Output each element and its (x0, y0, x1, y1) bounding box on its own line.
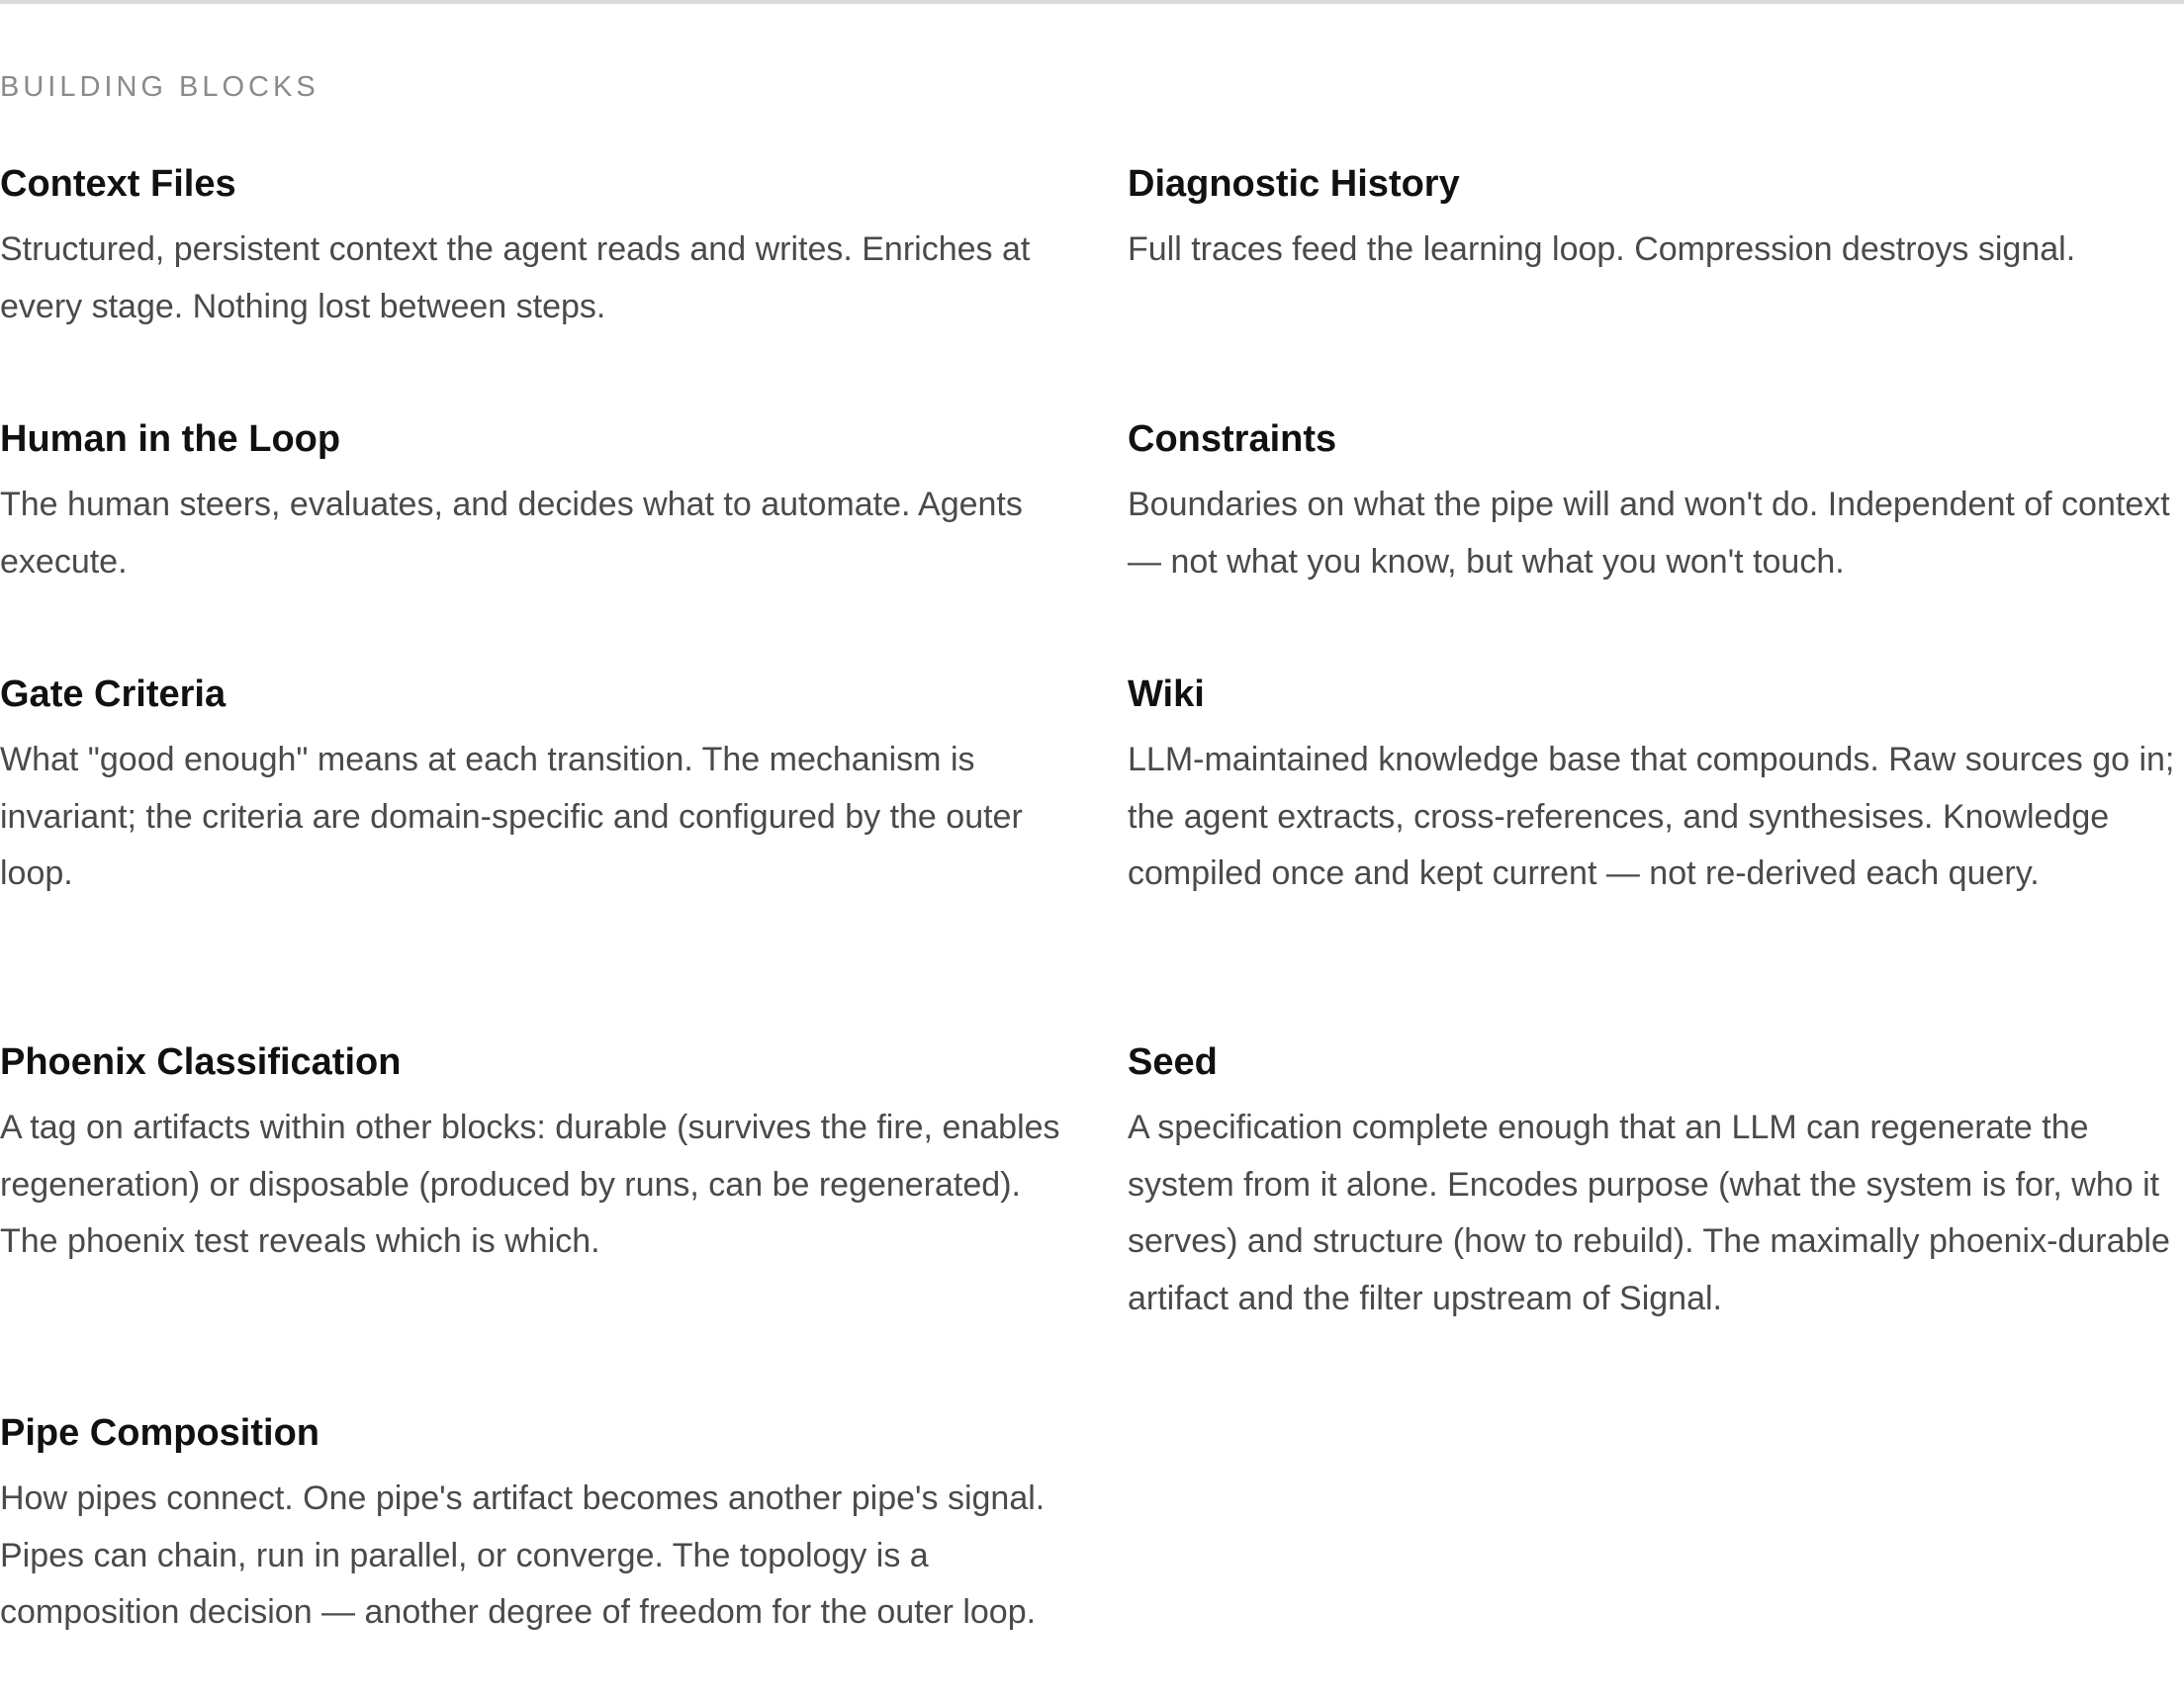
block-description: A tag on artifacts within other blocks: durable (survives the fire, enables regeneration) or disposable (produced by runs, can be regenerated). The phoenix test reveals which is which. (0, 1109, 1060, 1260)
block-title: Context Files (0, 163, 236, 205)
block-description: Boundaries on what the pipe will and won't do. Independent of context — not what you know, but what you won't touch. (1128, 486, 2170, 581)
block-title: Phoenix Classification (0, 1041, 402, 1083)
block-description: Structured, persistent context the agent reads and writes. Enriches at every stage. Nothing lost between steps. (0, 230, 1031, 325)
top-divider (0, 0, 2184, 4)
block-title: Pipe Composition (0, 1412, 319, 1454)
block-wiki (1128, 671, 2184, 903)
block-title: Human in the Loop (0, 418, 341, 460)
block-description: Full traces feed the learning loop. Compression destroys signal. (1128, 230, 2076, 268)
block-title: Seed (1128, 1041, 1218, 1083)
block-description: A specification complete enough that an LLM can regenerate the system from it alone. Encodes purpose (what the system is for, who it serves) and structure (how to rebuild). The maximally phoenix-durable artifact and the filter upstream of Signal. (1128, 1109, 2170, 1317)
block-title: Gate Criteria (0, 673, 227, 715)
block-description: What "good enough" means at each transition. The mechanism is invariant; the criteria are domain-specific and configured by the outer loop. (0, 741, 1023, 892)
block-seed (1128, 1038, 2184, 1327)
block-title: Diagnostic History (1128, 163, 1460, 205)
block-title: Constraints (1128, 418, 1337, 460)
block-description: The human steers, evaluates, and decides what to automate. Agents execute. (0, 486, 1023, 581)
block-human-in-the-loop (0, 415, 1068, 590)
block-description: How pipes connect. One pipe's artifact becomes another pipe's signal. Pipes can chain, run in parallel, or converge. The topology is a composition decision — another degree of freedom for the outer loop. (0, 1479, 1046, 1631)
block-context-files (0, 160, 1068, 335)
block-pipe-composition (0, 1409, 1068, 1642)
block-diagnostic-history (1128, 160, 2184, 279)
block-constraints (1128, 415, 2184, 590)
block-title: Wiki (1128, 673, 1205, 715)
section-label: BUILDING BLOCKS (0, 71, 319, 103)
block-gate-criteria (0, 671, 1068, 903)
block-phoenix-classification (0, 1038, 1068, 1271)
block-description: LLM-maintained knowledge base that compounds. Raw sources go in; the agent extracts, cross-references, and synthesises. Knowledge compiled once and kept current — not re-derived each query. (1128, 741, 2175, 892)
